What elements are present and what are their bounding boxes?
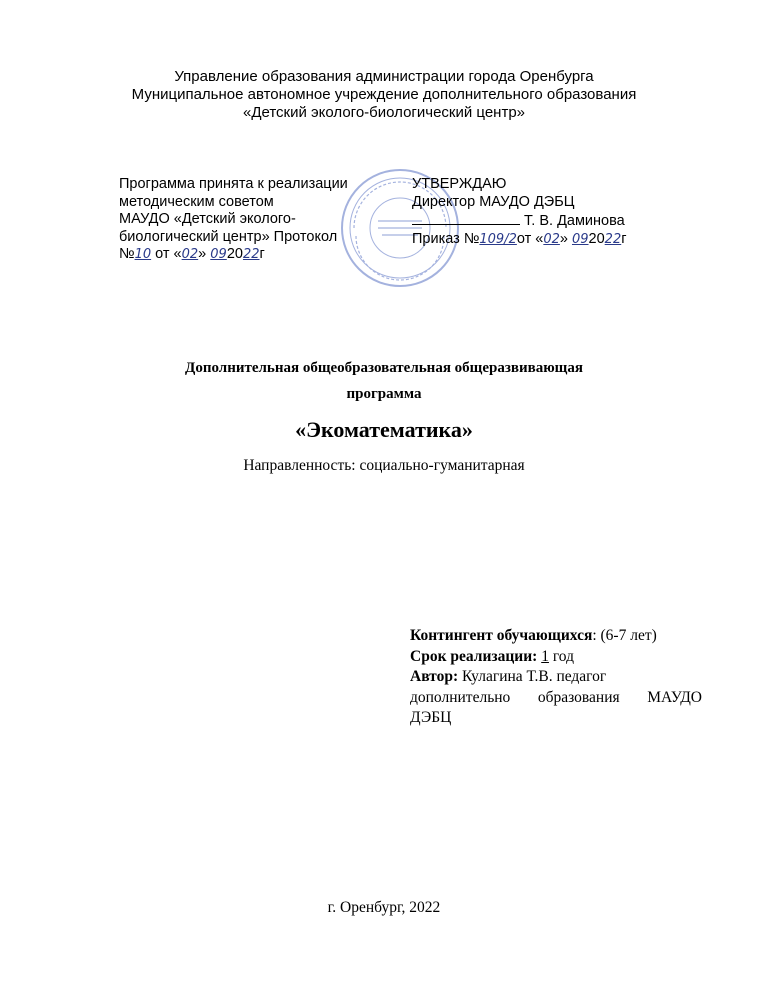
term-row xyxy=(410,647,702,668)
header-line-2: Муниципальное автономное учреждение дополнительного образования xyxy=(131,86,637,103)
header-line-3: «Детский эколого-биологический центр» xyxy=(242,104,526,121)
approval-position: Директор МАУДО ДЭБЦ xyxy=(412,193,575,210)
program-info xyxy=(410,626,702,729)
order-year: 22 xyxy=(604,231,622,247)
author-line-2: дополнительно образования МАУДО xyxy=(410,688,702,706)
approval-order-line: Приказ №109/2от «02» 092022г xyxy=(412,230,627,247)
contingent-value: : (6-7 лет) xyxy=(592,627,657,644)
approval-block xyxy=(412,176,627,248)
approval-signer: Т. В. Даминова xyxy=(524,213,625,229)
order-number: 109/2 xyxy=(479,231,517,247)
header-line-1: Управление образования администрации города Оренбурга xyxy=(174,68,594,85)
approval-signature-line xyxy=(412,211,627,231)
contingent-label: Контингент обучающихся xyxy=(410,627,593,644)
program-direction: Направленность: социально-гуманитарная xyxy=(243,457,525,474)
acceptance-line-2: методическим советом xyxy=(119,193,274,210)
program-type xyxy=(0,355,768,407)
acceptance-line-3: МАУДО «Детский эколого- xyxy=(119,211,296,227)
footer-city-year: г. Оренбург, 2022 xyxy=(327,899,441,916)
author-line-3: ДЭБЦ xyxy=(410,709,452,726)
acceptance-line-4: биологический центр» Протокол xyxy=(119,228,338,245)
protocol-month: 09 xyxy=(210,247,227,262)
protocol-day: 02 xyxy=(181,247,199,262)
signature-blank xyxy=(412,211,520,225)
program-type-line-1: Дополнительная общеобразовательная общеразвивающая xyxy=(185,360,583,376)
order-day: 02 xyxy=(543,231,560,247)
author-row xyxy=(410,667,702,688)
protocol-number: 10 xyxy=(134,247,152,262)
approval-title: УТВЕРЖДАЮ xyxy=(412,176,507,192)
term-value: 1 xyxy=(541,647,549,665)
contingent-row xyxy=(410,626,702,647)
program-title: «Экоматематика» xyxy=(295,417,473,442)
order-month: 09 xyxy=(571,231,589,247)
term-unit: год xyxy=(552,647,574,665)
protocol-year: 22 xyxy=(242,247,260,262)
term-label: Срок реализации: xyxy=(410,647,538,665)
program-type-line-2: программа xyxy=(346,386,422,402)
author-label: Автор: xyxy=(410,668,459,685)
author-value: Кулагина Т.В. педагог xyxy=(458,668,607,685)
acceptance-block xyxy=(119,176,348,264)
acceptance-protocol-line: №10 от «02» 092022г xyxy=(119,246,265,262)
institution-header xyxy=(0,68,768,122)
acceptance-line-1: Программа принята к реализации xyxy=(119,176,348,192)
